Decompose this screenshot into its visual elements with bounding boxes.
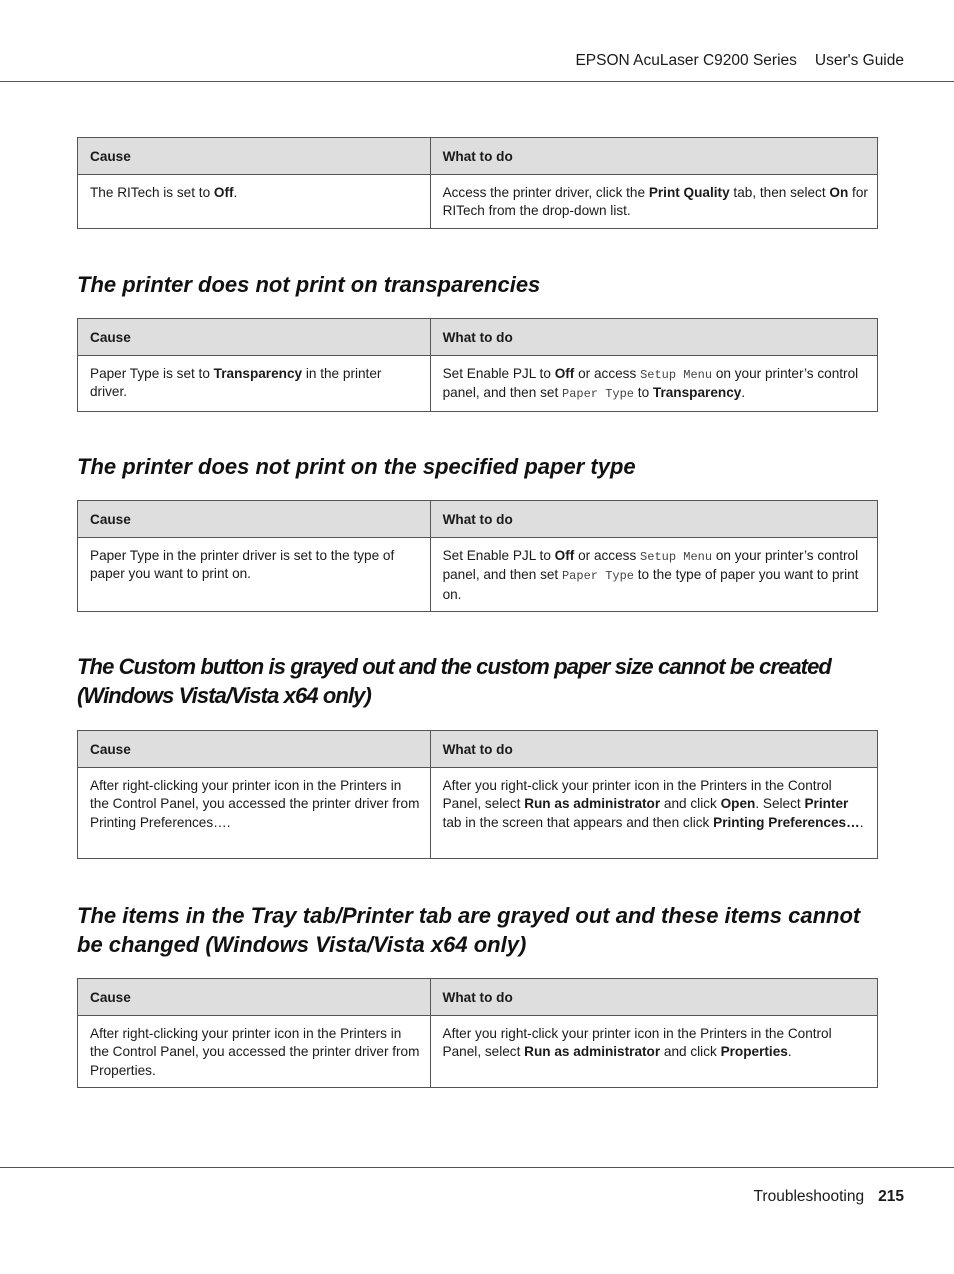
action-cell: Access the printer driver, click the Print Quality tab, then select On for RITech from the drop-down list. (430, 174, 877, 228)
custom-button-table (77, 730, 878, 859)
cause-cell: After right-clicking your printer icon in the Printers in the Control Panel, you accessed the printer driver from Properties. (78, 1015, 431, 1088)
header-guide: User's Guide (814, 52, 904, 69)
section-title-tray-tab: The items in the Tray tab/Printer tab are grayed out and these items cannot be changed (Windows Vista/Vista x64 only) (77, 903, 861, 957)
paper-type-table (77, 500, 878, 612)
table-header-row (78, 138, 878, 175)
section-title-custom-button: The Custom button is grayed out and the custom paper size cannot be created (Windows Vista/Vista x64 only) (77, 654, 831, 708)
page-number: 215 (878, 1188, 904, 1205)
header-product: EPSON AcuLaser C9200 Series (575, 52, 797, 69)
table-row (78, 174, 878, 228)
section-title-transparencies: The printer does not print on transparencies (77, 272, 541, 297)
action-cell: Set Enable PJL to Off or access Setup Menu on your printer’s control panel, and then set Paper Type to Transparency. (430, 355, 877, 411)
tray-tab-table (77, 978, 878, 1088)
cause-header: Cause (78, 979, 431, 1016)
table-row (78, 537, 878, 612)
footer-section: Troubleshooting (753, 1188, 865, 1205)
what-to-do-header: What to do (430, 138, 877, 175)
what-to-do-header: What to do (430, 319, 877, 356)
section-title-paper-type: The printer does not print on the specified paper type (77, 454, 636, 479)
table-header-row (78, 979, 878, 1016)
what-to-do-header: What to do (430, 731, 877, 768)
cause-cell: After right-clicking your printer icon in the Printers in the Control Panel, you accessed the printer driver from Printing Preferences…. (78, 767, 431, 858)
cause-header: Cause (78, 319, 431, 356)
footer-text (754, 1188, 904, 1206)
action-cell: Set Enable PJL to Off or access Setup Menu on your printer’s control panel, and then set Paper Type to the type of paper you want to print on. (430, 537, 877, 612)
page-footer (0, 1167, 954, 1205)
table-header-row (78, 731, 878, 768)
transparencies-table (77, 318, 878, 412)
cause-header: Cause (78, 138, 431, 175)
cause-cell: Paper Type is set to Transparency in the printer driver. (78, 355, 431, 411)
ritech-table (77, 137, 878, 229)
page-header (0, 0, 954, 82)
cause-header: Cause (78, 731, 431, 768)
action-cell: After you right-click your printer icon in the Printers in the Control Panel, select Run as administrator and click Properties. (430, 1015, 877, 1088)
cause-header: Cause (78, 501, 431, 538)
what-to-do-header: What to do (430, 979, 877, 1016)
table-row (78, 355, 878, 411)
table-header-row (78, 319, 878, 356)
table-row (78, 1015, 878, 1088)
action-cell: After you right-click your printer icon in the Printers in the Control Panel, select Run as administrator and click Open. Select Printer tab in the screen that appears and then click Printing Preferences…. (430, 767, 877, 858)
cause-cell: The RITech is set to Off. (78, 174, 431, 228)
cause-cell: Paper Type in the printer driver is set to the type of paper you want to print on. (78, 537, 431, 612)
table-row (78, 767, 878, 858)
table-header-row (78, 501, 878, 538)
header-text (575, 52, 904, 70)
what-to-do-header: What to do (430, 501, 877, 538)
